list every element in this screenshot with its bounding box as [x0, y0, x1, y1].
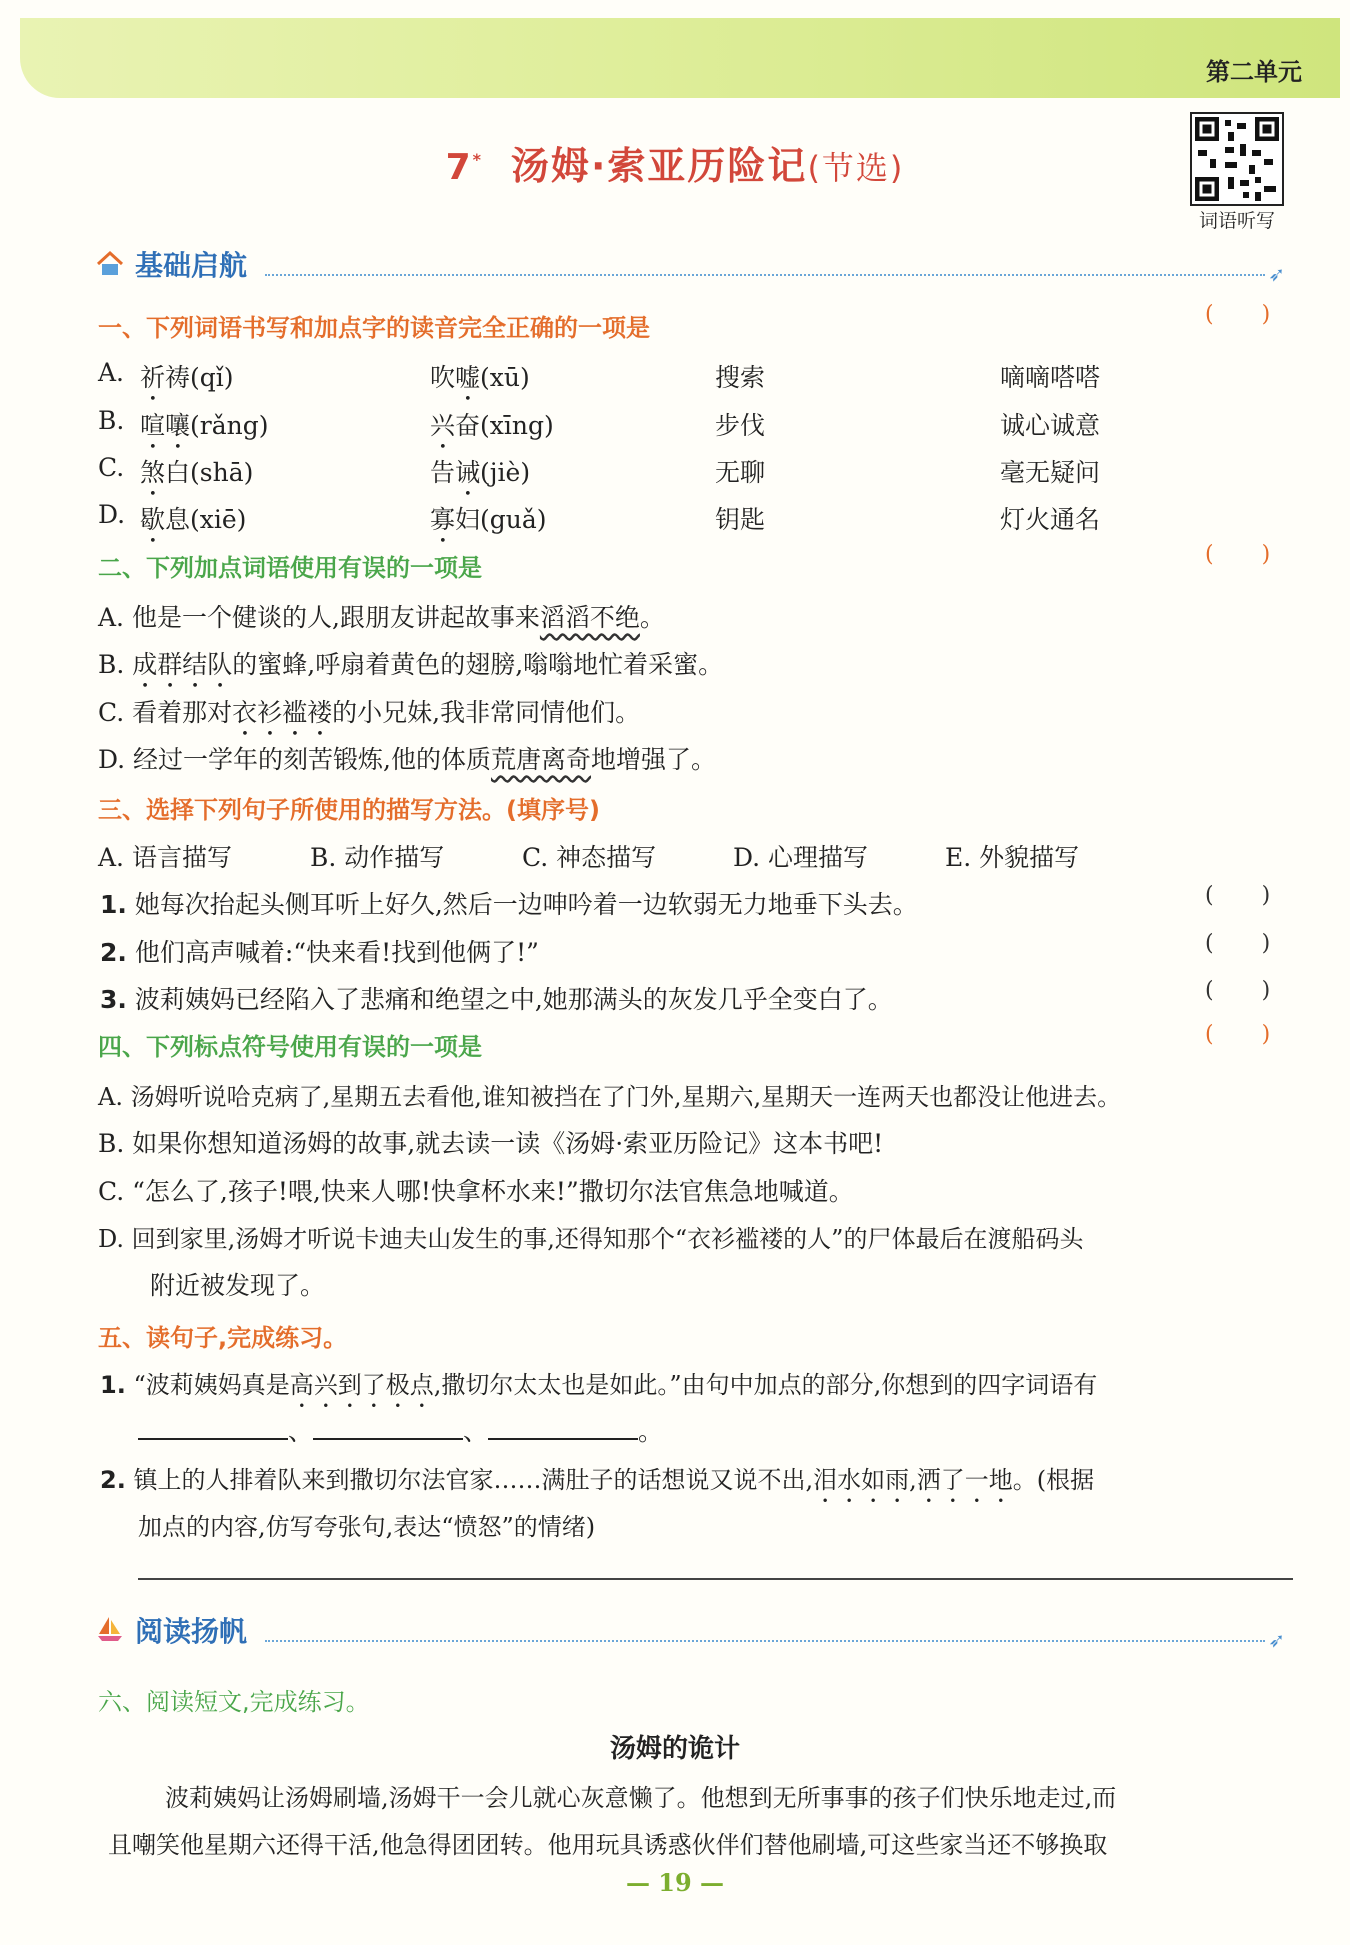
blank-input[interactable] [488, 1418, 638, 1440]
sentence-item-cont: 加点的内容,仿写夸张句,表达“愤怒”的情绪) [138, 1513, 596, 1541]
word-cell: 无聊 [715, 458, 766, 487]
page-number: — 19 — [625, 1868, 725, 1897]
word-cell: 告诫(jiè) [430, 458, 531, 487]
fill-in-blanks: 、 、 。 [138, 1412, 663, 1448]
question-3-heading: 三、选择下列句子所使用的描写方法。(填序号) [98, 796, 600, 824]
word-cell: 寡妇(guǎ) [430, 505, 547, 534]
passage-title: 汤姆的诡计 [609, 1734, 740, 1764]
option-c: C. “怎么了,孩子!喂,快来人哪!快拿杯水来!”撒切尔法官焦急地喊道。 [98, 1177, 854, 1206]
word-cell: 钥匙 [715, 505, 766, 534]
sentence-item: 1. “波莉姨妈真是高兴到了极点,撒切尔太太也是如此。”由句中加点的部分,你想到的四字词语有 [100, 1371, 1098, 1399]
option-letter: A. [98, 358, 125, 387]
passage-line: 且嘲笑他星期六还得干活,他急得团团转。他用玩具诱惑伙伴们替他刷墙,可这些家当还不够换取 [108, 1831, 1108, 1859]
word-cell: 喧嚷(rǎng) [140, 411, 269, 440]
word-cell: 吹嘘(xū) [430, 363, 530, 392]
option-d: D. 经过一学年的刻苦锻炼,他的体质荒唐离奇地增强了。 [98, 745, 717, 774]
section-header-basics [95, 242, 1285, 286]
word-cell: 搜索 [715, 363, 766, 392]
word-cell: 兴奋(xīng) [430, 411, 554, 440]
answer-paren[interactable]: () [1205, 542, 1319, 567]
passage-line: 波莉姨妈让汤姆刷墙,汤姆干一会儿就心灰意懒了。他想到无所事事的孩子们快乐地走过,而 [165, 1784, 1117, 1812]
question-4-heading: 四、下列标点符号使用有误的一项是 [98, 1033, 482, 1061]
lesson-title-main: 汤姆·索亚历险记 [511, 144, 808, 188]
blank-input[interactable] [313, 1418, 463, 1440]
option-b: B. 成群结队的蜜蜂,呼扇着黄色的翅膀,嗡嗡地忙着采蜜。 [98, 650, 724, 679]
unit-label: 第二单元 [1206, 58, 1302, 86]
method-option: A. 语言描写 [98, 843, 232, 872]
header-banner [20, 18, 1340, 98]
word-cell: 嘀嘀嗒嗒 [1000, 363, 1101, 392]
wave-arrow-icon: ➶ [1268, 262, 1285, 286]
sentence-item: 1. 她每次抬起头侧耳听上好久,然后一边呻吟着一边软弱无力地垂下头去。 [100, 890, 918, 919]
method-option: E. 外貌描写 [945, 843, 1080, 872]
marked-word: 滔滔不绝 [539, 603, 640, 632]
marked-phrase: 高兴到了极点 [289, 1371, 434, 1399]
word-cell: 灯火通名 [1000, 505, 1101, 534]
marked-phrase: 泪水如雨,洒了一地 [813, 1466, 1013, 1494]
sentence-item: 2. 镇上的人排着队来到撒切尔法官家……满肚子的话想说又说不出,泪水如雨,洒了一地。(根据 [100, 1466, 1095, 1494]
answer-paren[interactable]: () [1205, 931, 1319, 956]
option-d-cont: 附近被发现了。 [150, 1271, 326, 1300]
sentence-item: 3. 波莉姨妈已经陷入了悲痛和绝望之中,她那满头的灰发几乎全变白了。 [100, 985, 893, 1014]
section-title-basics: 基础启航 [135, 249, 248, 282]
word-cell: 煞白(shā) [140, 458, 254, 487]
option-a: A. 他是一个健谈的人,跟朋友讲起故事来滔滔不绝。 [98, 603, 665, 632]
answer-paren[interactable]: () [1205, 978, 1319, 1003]
qr-code-icon[interactable] [1190, 112, 1284, 206]
question-6-heading: 六、阅读短文,完成练习。 [98, 1688, 370, 1716]
sentence-item: 2. 他们高声喊着:“快来看!找到他俩了!” [100, 938, 539, 967]
option-letter: C. [98, 453, 125, 482]
section-divider [265, 274, 1265, 276]
method-option: C. 神态描写 [522, 843, 657, 872]
word-cell: 诚心诚意 [1000, 411, 1101, 440]
word-cell: 祈祷(qǐ) [140, 363, 234, 392]
section-header-reading [95, 1608, 1285, 1652]
method-option: D. 心理描写 [733, 843, 869, 872]
answer-paren[interactable]: () [1205, 883, 1319, 908]
blank-input[interactable] [138, 1418, 288, 1440]
option-d: D. 回到家里,汤姆才听说卡迪夫山发生的事,还得知那个“衣衫褴褛的人”的尸体最后在渡船码头 [98, 1225, 1084, 1253]
question-1-heading: 一、下列词语书写和加点字的读音完全正确的一项是 [98, 314, 650, 342]
word-cell: 步伐 [715, 411, 766, 440]
word-cell: 毫无疑问 [1000, 458, 1101, 487]
answer-line[interactable] [138, 1578, 1293, 1580]
house-icon [95, 248, 125, 278]
question-5-heading: 五、读句子,完成练习。 [98, 1324, 348, 1352]
question-2-heading: 二、下列加点词语使用有误的一项是 [98, 554, 482, 582]
marked-word: 成群结队 [132, 650, 233, 679]
lesson-title-sub: (节选) [807, 149, 905, 187]
marked-word: 荒唐离奇 [491, 745, 592, 774]
option-letter: B. [98, 406, 125, 435]
lesson-number: 7 [445, 147, 473, 188]
method-option: B. 动作描写 [310, 843, 445, 872]
lesson-star: * [472, 150, 483, 170]
answer-paren[interactable]: () [1205, 1022, 1319, 1047]
word-cell: 歇息(xiē) [140, 505, 247, 534]
lesson-title [0, 135, 1350, 190]
section-divider [265, 1640, 1265, 1642]
option-letter: D. [98, 500, 126, 529]
sailboat-icon [95, 1614, 125, 1644]
answer-paren[interactable]: () [1205, 302, 1319, 327]
wave-arrow-icon: ➶ [1268, 1628, 1285, 1652]
section-title-reading: 阅读扬帆 [135, 1615, 248, 1648]
option-b: B. 如果你想知道汤姆的故事,就去读一读《汤姆·索亚历险记》这本书吧! [98, 1129, 884, 1158]
option-c: C. 看着那对衣衫褴褛的小兄妹,我非常同情他们。 [98, 698, 641, 727]
option-a: A. 汤姆听说哈克病了,星期五去看他,谁知被挡在了门外,星期六,星期天一连两天也都没让他进去。 [98, 1083, 1122, 1111]
qr-caption: 词语听写 [1198, 210, 1275, 232]
marked-word: 衣衫褴褛 [232, 698, 333, 727]
